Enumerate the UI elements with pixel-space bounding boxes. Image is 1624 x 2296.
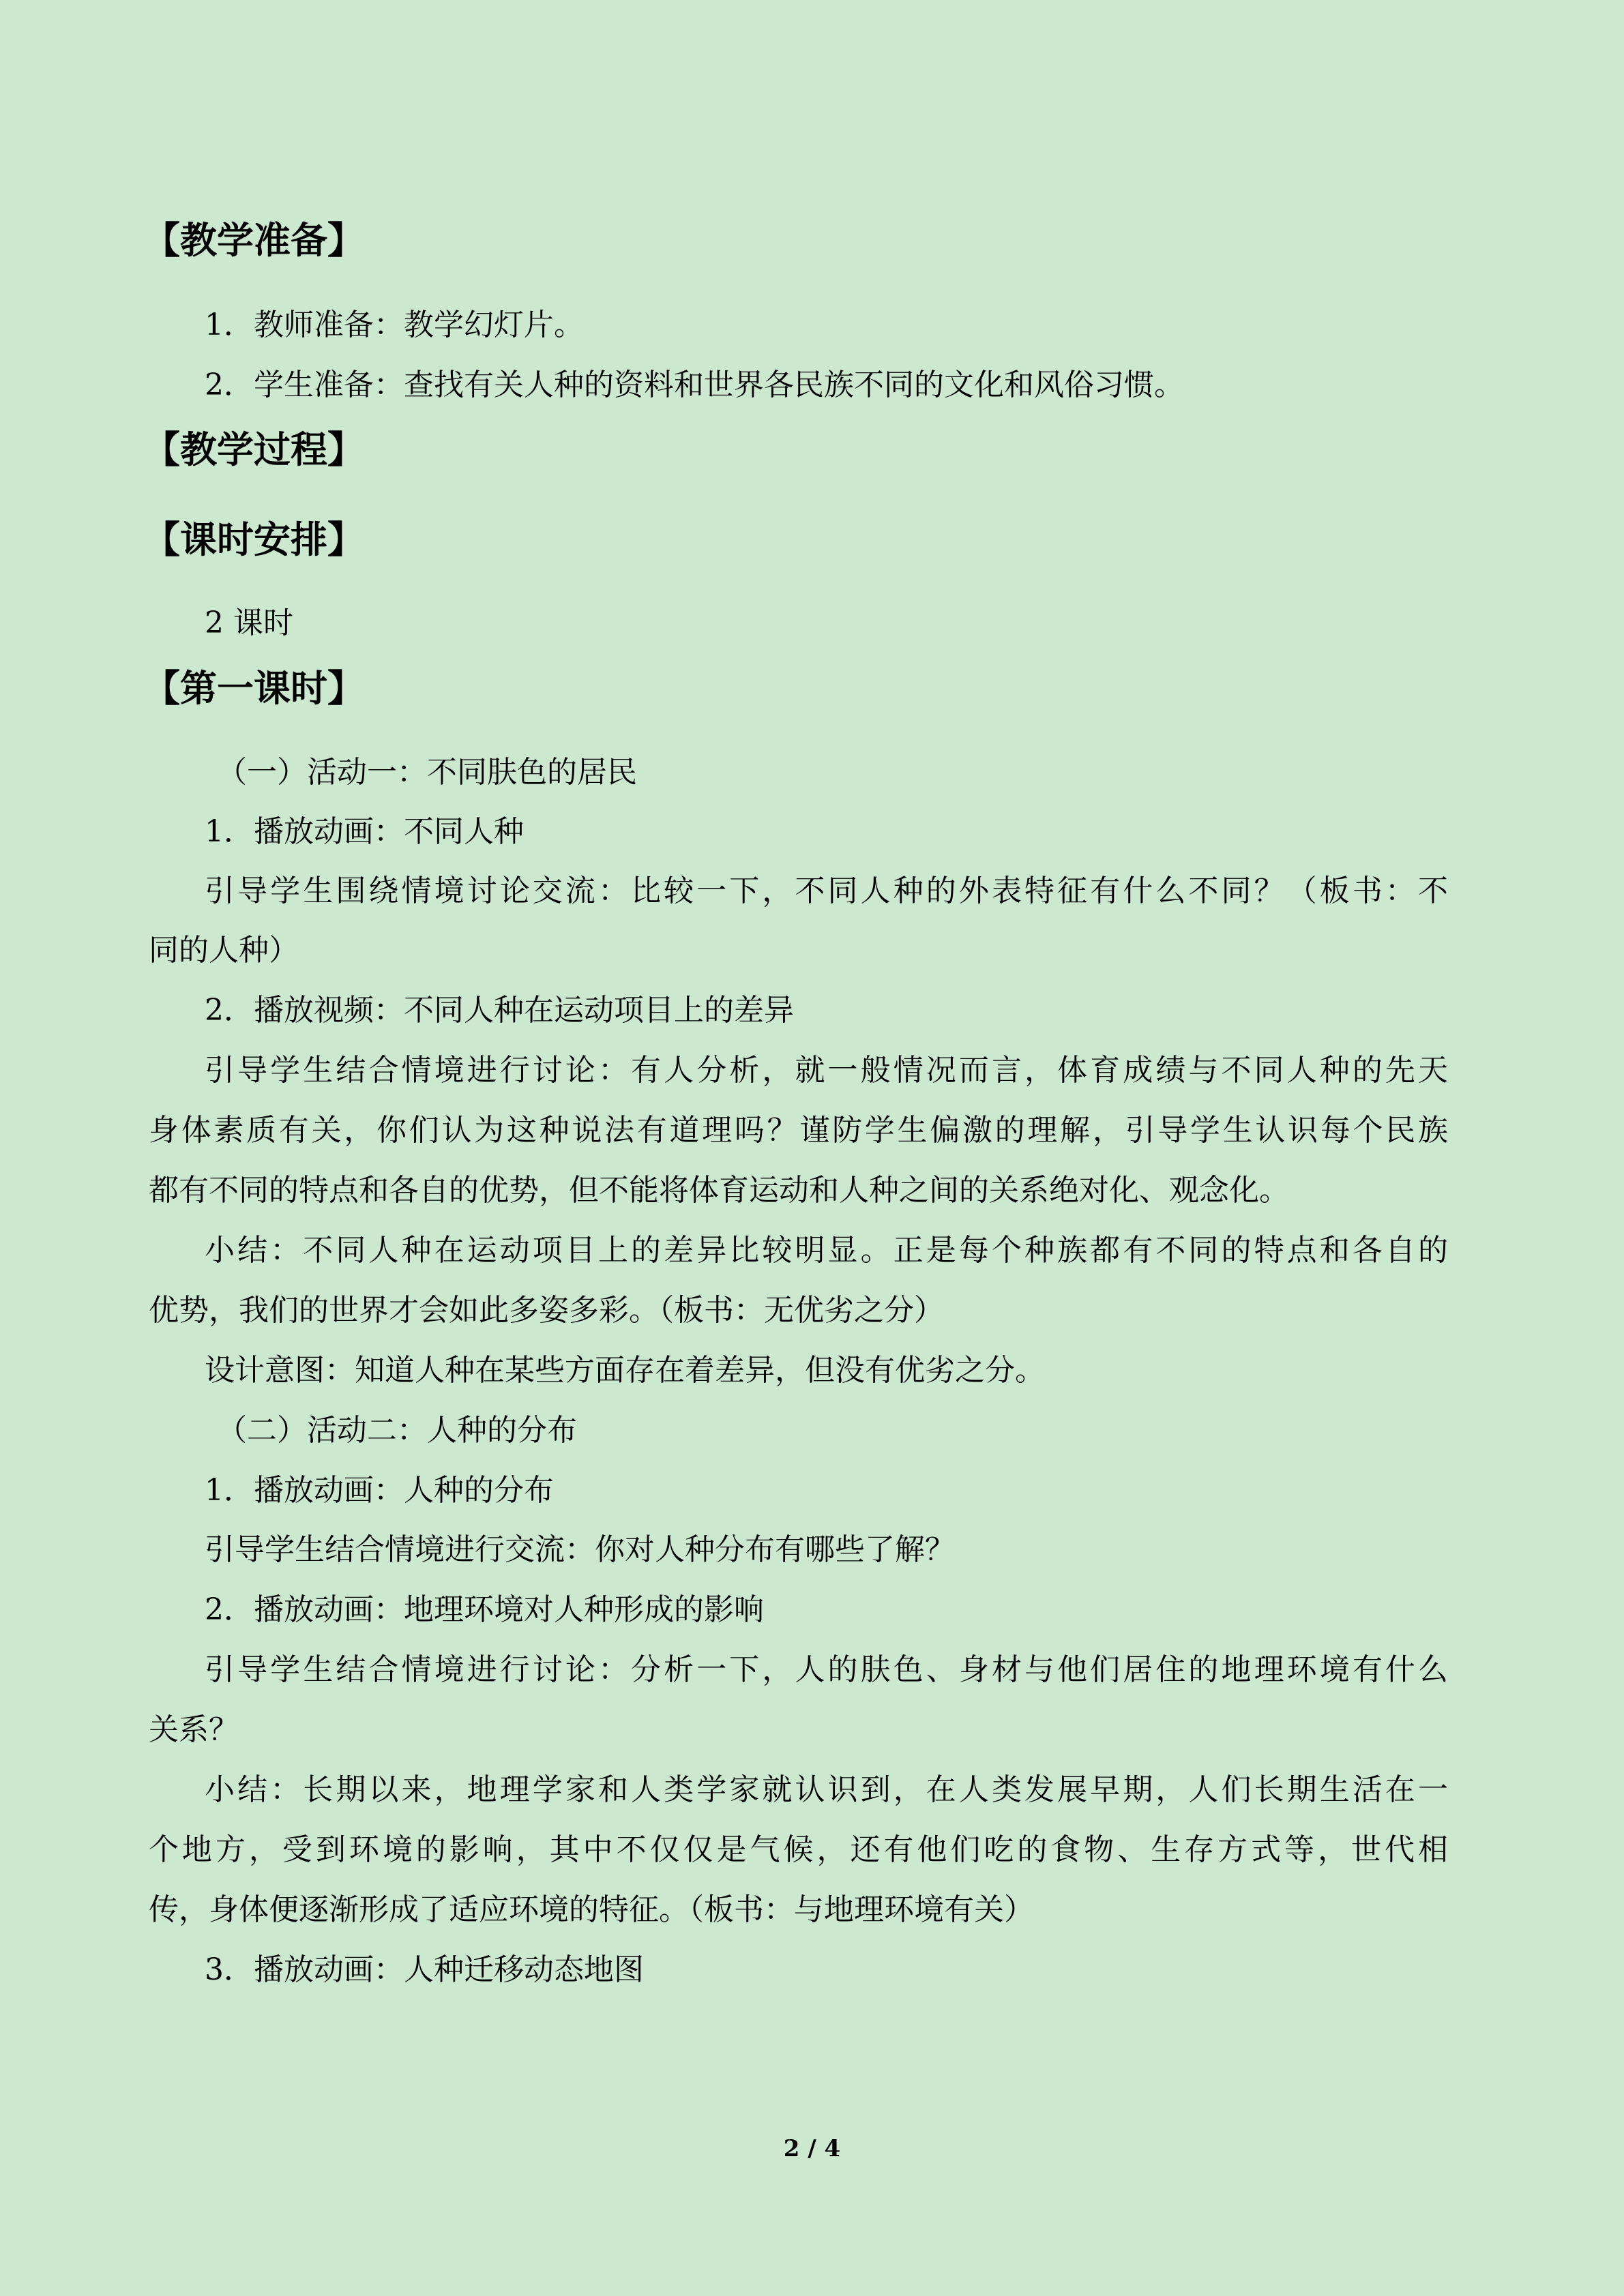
body-line: 2．播放视频：不同人种在运动项目上的差异 bbox=[205, 993, 794, 1028]
page-number: 2 / 4 bbox=[783, 2135, 841, 2162]
prep-item-1: 1．教师准备：教学幻灯片。 bbox=[205, 308, 584, 342]
prep-item-2: 2．学生准备：查找有关人种的资料和世界各民族不同的文化和风俗习惯。 bbox=[205, 368, 1184, 402]
body-line: 引导学生围绕情境讨论交流：比较一下，不同人种的外表特征有什么不同？（板书：不 bbox=[205, 874, 1448, 908]
body-line: 传，身体便逐渐形成了适应环境的特征。（板书：与地理环境有关） bbox=[149, 1892, 1034, 1927]
body-line: 同的人种） bbox=[149, 933, 299, 968]
schedule-text: 2 课时 bbox=[205, 606, 293, 640]
heading-teaching-prep: 【教学准备】 bbox=[143, 219, 364, 262]
body-line: （一）活动一：不同肤色的居民 bbox=[217, 755, 637, 790]
body-line: 1．播放动画：不同人种 bbox=[205, 814, 524, 849]
body-line: 引导学生结合情境进行交流：你对人种分布有哪些了解？ bbox=[205, 1532, 955, 1567]
body-line: 优势，我们的世界才会如此多姿多彩。（板书：无优劣之分） bbox=[149, 1293, 944, 1328]
body-line: 身体素质有关，你们认为这种说法有道理吗？谨防学生偏激的理解，引导学生认识每个民族 bbox=[149, 1113, 1448, 1148]
body-line: 1．播放动画：人种的分布 bbox=[205, 1473, 554, 1508]
body-line: 设计意图：知道人种在某些方面存在着差异，但没有优劣之分。 bbox=[205, 1353, 1045, 1388]
heading-lesson-schedule: 【课时安排】 bbox=[143, 518, 364, 561]
body-line: 引导学生结合情境进行讨论：分析一下，人的肤色、身材与他们居住的地理环境有什么 bbox=[205, 1652, 1448, 1687]
body-line: 关系？ bbox=[149, 1712, 239, 1747]
body-line: 3．播放动画：人种迁移动态地图 bbox=[205, 1952, 644, 1987]
body-line: 小结：不同人种在运动项目上的差异比较明显。正是每个种族都有不同的特点和各自的 bbox=[205, 1233, 1448, 1268]
body-line: 都有不同的特点和各自的优势，但不能将体育运动和人种之间的关系绝对化、观念化。 bbox=[149, 1173, 1289, 1208]
body-line: 个地方，受到环境的影响，其中不仅仅是气候，还有他们吃的食物、生存方式等，世代相 bbox=[149, 1832, 1448, 1867]
body-line: 引导学生结合情境进行讨论：有人分析，就一般情况而言，体育成绩与不同人种的先天 bbox=[205, 1053, 1448, 1088]
body-line: （二）活动二：人种的分布 bbox=[217, 1413, 577, 1448]
heading-first-lesson: 【第一课时】 bbox=[143, 667, 364, 710]
heading-teaching-process: 【教学过程】 bbox=[143, 428, 364, 471]
body-line: 2．播放动画：地理环境对人种形成的影响 bbox=[205, 1592, 764, 1627]
body-line: 小结：长期以来，地理学家和人类学家就认识到，在人类发展早期，人们长期生活在一 bbox=[205, 1772, 1448, 1807]
